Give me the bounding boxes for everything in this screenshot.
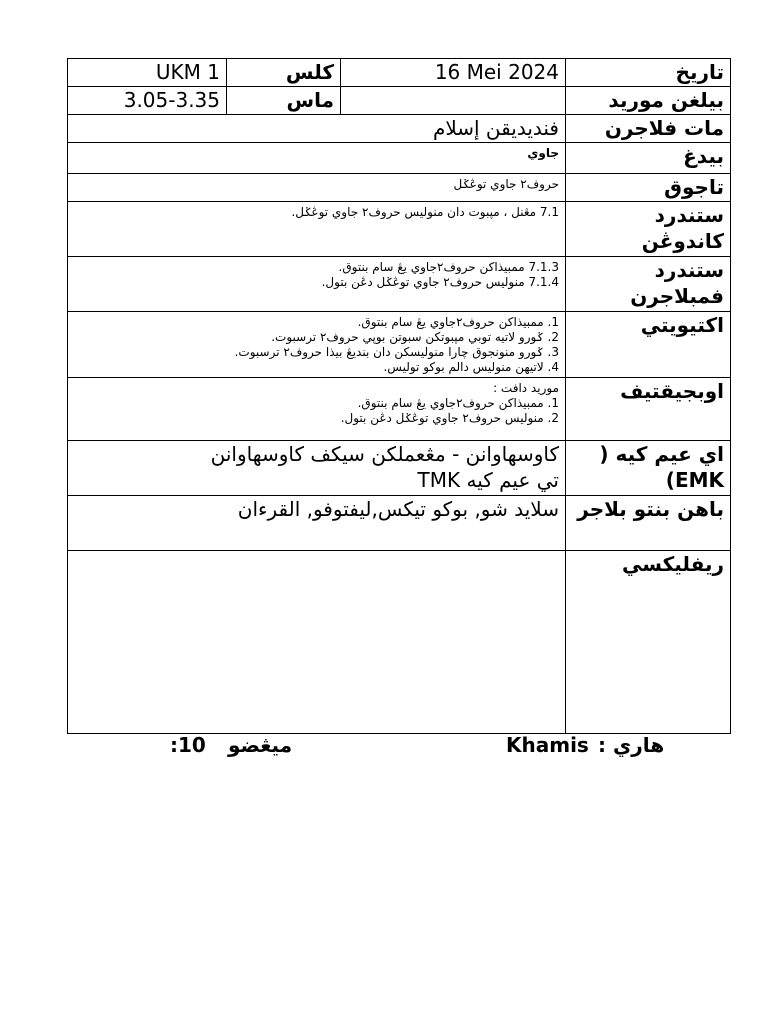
topic-label: تاجوق — [566, 174, 731, 202]
learning-standard-item: 7.1.4 منوليس حروف٢ جاوي توڠݢل دڠن بتول. — [321, 275, 559, 289]
time-value: 3.05-3.35 — [68, 87, 227, 115]
field-value: جاوي — [68, 143, 566, 174]
reflection-value — [68, 551, 566, 734]
content-standard-label: ستندرد كاندوڠن — [566, 202, 731, 257]
objective-item: 1. ممبيذاكن حروف٢جاوي يڠ سام بنتوق. — [357, 396, 559, 410]
footer — [0, 733, 768, 763]
teaching-aids-value: سلايد شو, بوكو تيكس,ليفتوفو, القرءان — [68, 496, 566, 551]
learning-standard-item: 7.1.3 ممبيذاكن حروف٢جاوي يڠ سام بنتوق. — [338, 260, 559, 274]
row-learning-standard — [68, 257, 731, 312]
row-reflection — [68, 551, 731, 734]
row-emk — [68, 441, 731, 496]
content-standard-value: 7.1 مڠنل ، مڽبوت دان منوليس حروف٢ جاوي توڠݢل. — [68, 202, 566, 257]
activity-item: 1. ممبيذاكن حروف٢جاوي يڠ سام بنتوق. — [357, 315, 559, 329]
activity-item: 3. ݢورو منونجوق چارا منوليسكن دان بنديڠ بيذا حروف٢ ترسبوت. — [234, 345, 559, 359]
row-field — [68, 143, 731, 174]
row-activities — [68, 312, 731, 378]
teaching-aids-label: باهن بنتو بلاجر — [566, 496, 731, 551]
activities-label: اكتيويتي — [566, 312, 731, 378]
row-topic — [68, 174, 731, 202]
day-value: Khamis — [506, 733, 589, 757]
lesson-plan-table — [67, 58, 731, 734]
time-label: ماس — [227, 87, 341, 115]
subject-value: فنديديقن إسلام — [68, 115, 566, 143]
topic-value: حروف٢ جاوي توڠݢل — [68, 174, 566, 202]
objectives-label: اوبجيقتيف — [566, 378, 731, 441]
row-teaching-aids — [68, 496, 731, 551]
emk-value — [68, 441, 566, 496]
emk-line: تي عيم كيه TMK — [417, 468, 559, 492]
date-value: 16 Mei 2024 — [341, 59, 566, 87]
class-value: UKM 1 — [68, 59, 227, 87]
row-subject — [68, 115, 731, 143]
class-label: كلس — [227, 59, 341, 87]
activities-value — [68, 312, 566, 378]
student-count-label: بيلغن موريد — [566, 87, 731, 115]
learning-standard-value — [68, 257, 566, 312]
student-count-value — [341, 87, 566, 115]
activity-item: 4. لاتيهن منوليس دالم بوكو توليس. — [383, 360, 559, 374]
row-objectives — [68, 378, 731, 441]
objective-item: موريد دافت : — [493, 381, 559, 395]
row-date — [68, 59, 731, 87]
emk-label: اي عيم كيه ( EMK) — [566, 441, 731, 496]
activity-item: 2. ݢورو لاتيه توبي مڽبوتكن سبوتن بوپي حروف٢ ترسبوت. — [271, 330, 559, 344]
objectives-value — [68, 378, 566, 441]
emk-line: كاوسهاوانن - مڠعملكن سيكف كاوسهاوانن — [210, 442, 559, 466]
week-label: ميڠضو — [228, 733, 293, 757]
row-time — [68, 87, 731, 115]
learning-standard-label: ستندرد فمبلاجرن — [566, 257, 731, 312]
row-content-standard — [68, 202, 731, 257]
day-label: هاري : — [598, 733, 665, 757]
week-value: :10 — [170, 733, 206, 757]
reflection-label: ريفليكسي — [566, 551, 731, 734]
subject-label: مات فلاجرن — [566, 115, 731, 143]
date-label: تاريخ — [566, 59, 731, 87]
objective-item: 2. منوليس حروف٢ جاوي توڠݢل دڠن بتول. — [340, 411, 559, 425]
field-label: بيدغ — [566, 143, 731, 174]
